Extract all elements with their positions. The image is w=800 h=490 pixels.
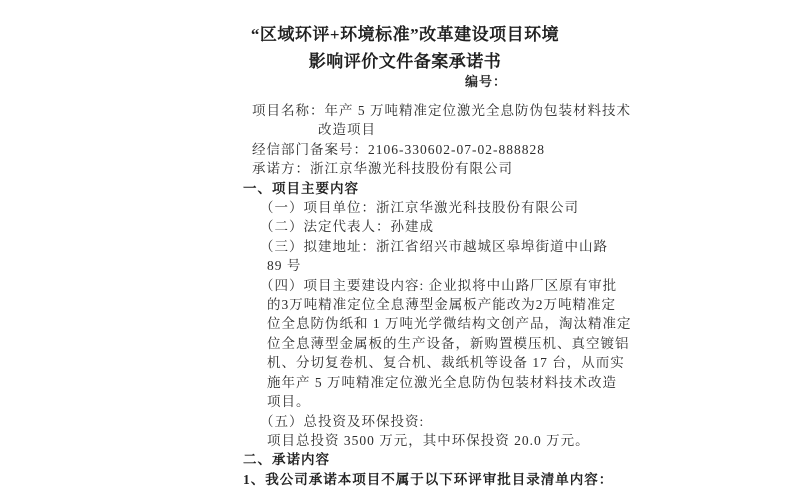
record-number-line: 经信部门备案号：2106-330602-07-02-888828 (252, 141, 545, 157)
section1-item4-continuation-6: 项目。 (267, 394, 311, 410)
serial-number-label: 编号： (465, 74, 508, 89)
section1-item2-legal-representative: （二）法定代表人：孙建成 (260, 219, 434, 235)
section1-item3-address-wrap: 89 号 (267, 258, 302, 274)
section1-item4-continuation-1: 的3万吨精准定位全息薄型金属板产能改为2万吨精准定 (267, 297, 616, 313)
section1-item4-continuation-5: 施年产 5 万吨精准定位激光全息防伪包装材料技术改造 (267, 374, 617, 390)
document-title (150, 21, 660, 75)
project-name-line: 项目名称：年产 5 万吨精准定位激光全息防伪包装材料技术 (252, 103, 631, 118)
section1-item3-proposed-address: （三）拟建地址：浙江省绍兴市越城区皋埠街道中山路 (260, 238, 608, 254)
section2-heading: 二、承诺内容 (243, 452, 330, 468)
section1-item1-project-unit: （一）项目单位：浙江京华激光科技股份有限公司 (260, 200, 579, 216)
section1-item4-construction-content: （四）项目主要建设内容: 企业拟将中山路厂区原有审批 (260, 277, 618, 293)
document-title-line2: 影响评价文件备案承诺书 (308, 52, 502, 71)
promisor-line: 承诺方：浙江京华激光科技股份有限公司 (252, 161, 513, 177)
section2-item1-commitment: 1、我公司承诺本项目不属于以下环评审批目录清单内容： (243, 471, 614, 487)
project-name-wrap-line: 改造项目 (318, 122, 376, 138)
section1-item4-continuation-4: 机、分切复卷机、复合机、裁纸机等设备 17 台，从而实 (267, 355, 625, 371)
section1-item5-investment-label: （五）总投资及环保投资: (260, 413, 425, 429)
document-title-line1: “区域环评+环境标准”改革建设项目环境 (250, 25, 560, 44)
section1-item5-investment-detail: 项目总投资 3500 万元，其中环保投资 20.0 万元。 (267, 432, 590, 448)
section1-heading: 一、项目主要内容 (243, 180, 359, 196)
section1-item4-continuation-3: 位全息薄型金属板的生产设备，新购置模压机、真空镀铝 (267, 335, 630, 351)
document-body (240, 101, 650, 489)
section1-item4-continuation-2: 位全息防伪纸和 1 万吨光学微结构文创产品，淘汰精准定 (267, 316, 632, 332)
